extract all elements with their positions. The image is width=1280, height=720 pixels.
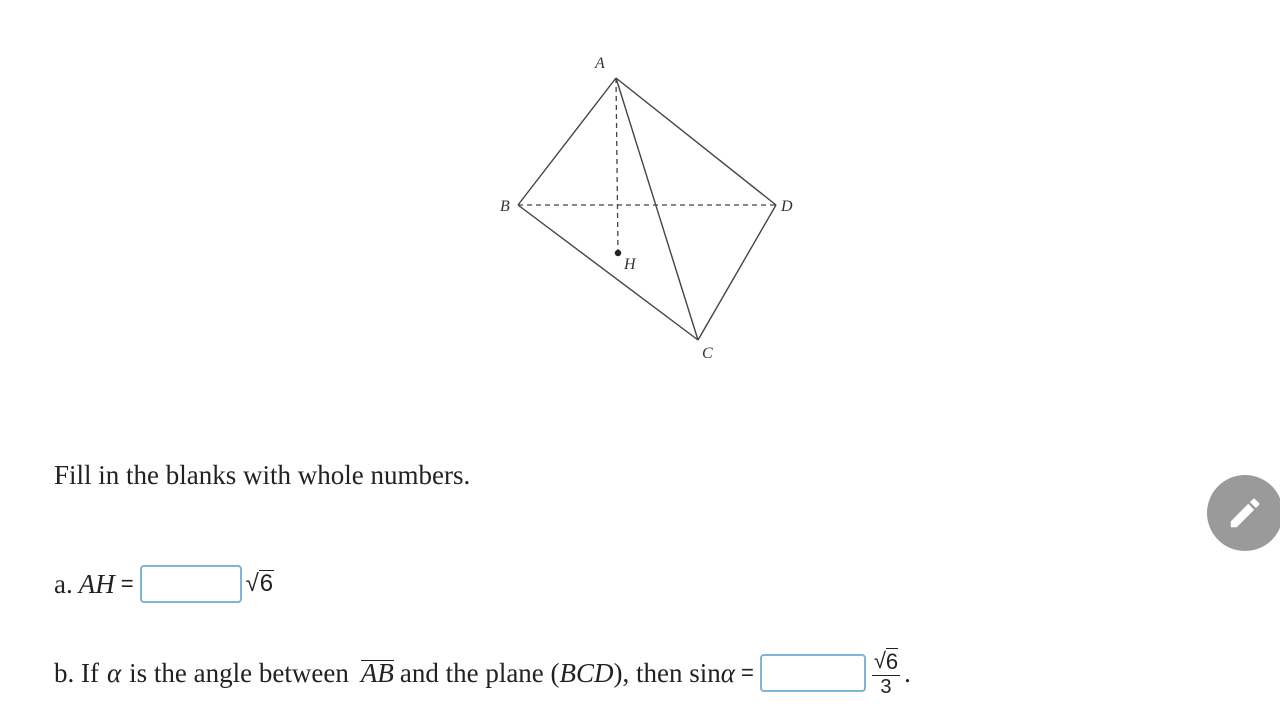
fraction-denominator: 3 <box>880 676 892 698</box>
instruction-text: Fill in the blanks with whole numbers. <box>54 460 471 490</box>
alpha-symbol: α <box>106 657 122 688</box>
question-b-prefix: b. If <box>54 657 99 688</box>
fraction-numerator <box>872 648 900 676</box>
point-label-h: H <box>624 256 636 273</box>
alpha-symbol-sin: α <box>720 657 735 688</box>
vertex-label-b: B <box>500 198 510 215</box>
edge-ad <box>616 78 776 205</box>
radical-sign-icon: √ <box>245 570 259 597</box>
answer-a-input[interactable] <box>140 565 242 603</box>
plane-name: BCD <box>559 657 614 688</box>
question-a-lhs: AH <box>78 568 115 599</box>
point-h <box>615 250 621 256</box>
edge-bc <box>518 205 698 340</box>
question-a-equals: = <box>120 571 134 596</box>
sqrt-6-a <box>246 570 275 598</box>
question-b-period: . <box>904 657 911 688</box>
edge-ab <box>518 78 616 205</box>
question-a <box>54 562 274 606</box>
question-b-text-3: ), then sin <box>613 657 721 688</box>
tetrahedron-figure <box>480 40 820 380</box>
question-b-equals: = <box>740 660 754 685</box>
altitude-ah <box>616 78 618 253</box>
question-b <box>54 640 911 706</box>
question-b-text-2: and the plane ( <box>399 657 560 688</box>
vector-ab: AB <box>360 657 394 688</box>
edit-button[interactable] <box>1207 475 1280 551</box>
answer-b-input[interactable] <box>760 654 866 692</box>
vertex-label-d: D <box>781 198 793 215</box>
question-a-prefix: a. <box>54 568 73 599</box>
question-b-text-1: is the angle between <box>129 657 349 688</box>
fraction-radicand: 6 <box>885 649 899 674</box>
vertex-label-a: A <box>595 55 605 72</box>
pencil-icon <box>1226 494 1264 532</box>
fraction-sqrt6-over-3 <box>872 648 900 698</box>
edge-ac <box>616 78 698 340</box>
question-a-radicand: 6 <box>259 570 274 597</box>
radical-sign-icon: √ <box>873 648 886 673</box>
edge-cd <box>698 205 776 340</box>
vertex-label-c: C <box>702 345 713 362</box>
